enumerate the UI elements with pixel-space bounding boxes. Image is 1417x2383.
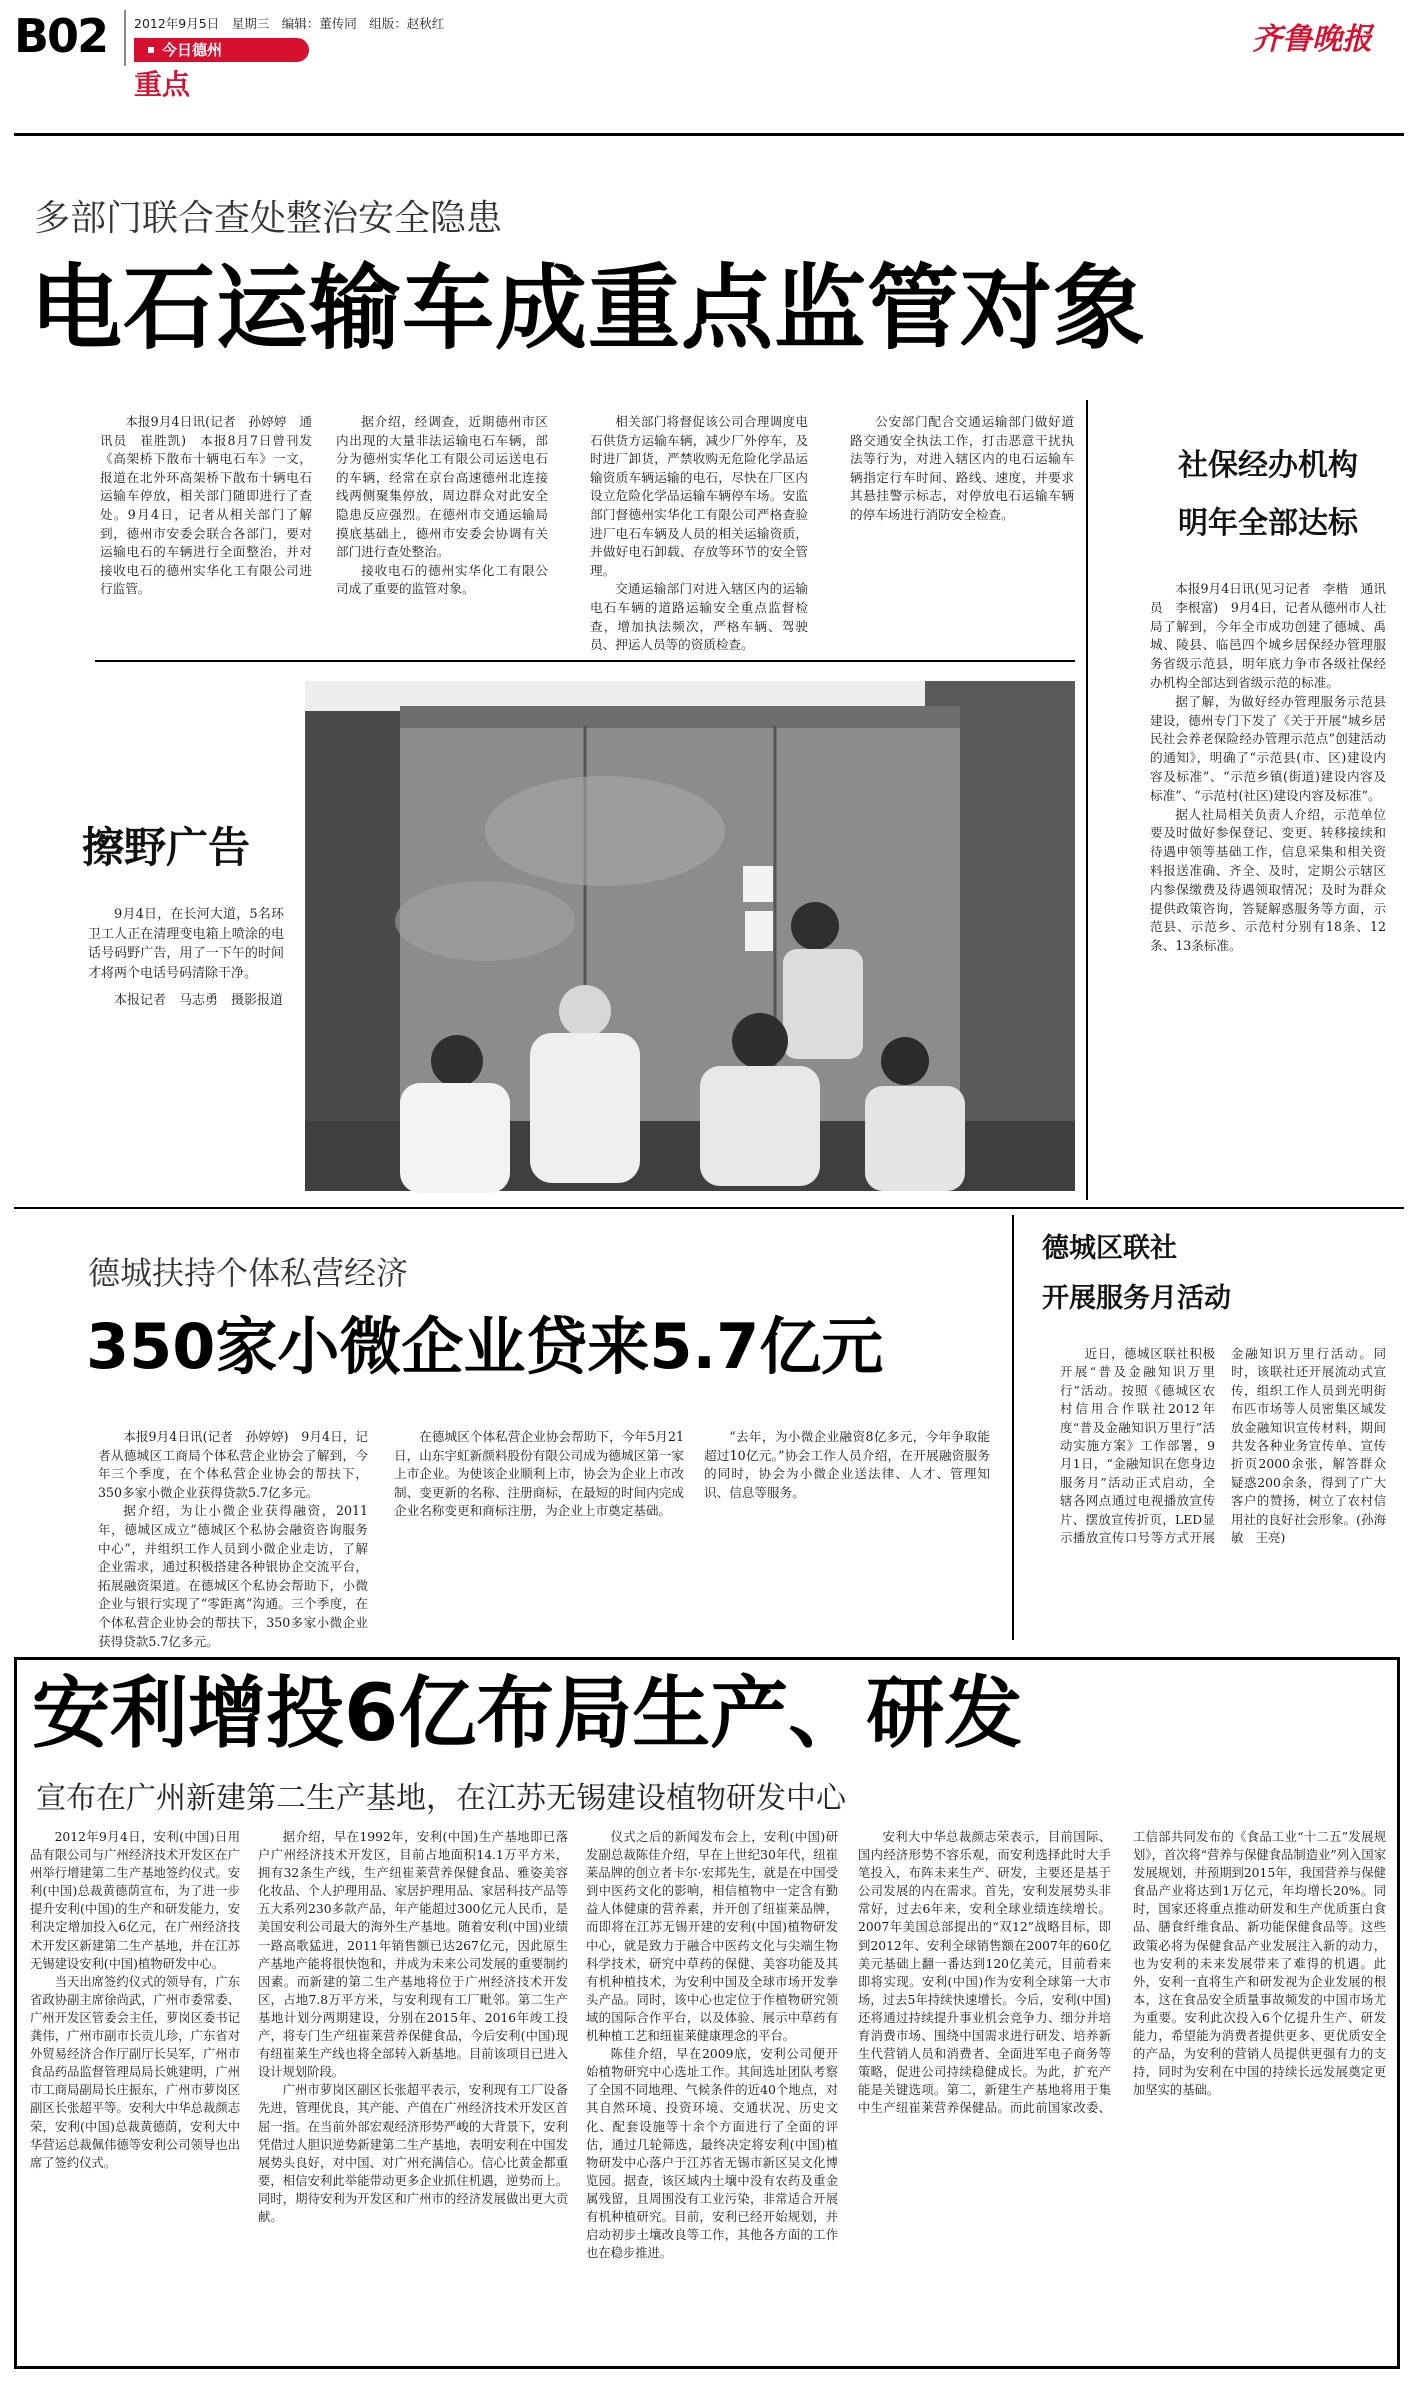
sidebar1-title-2: 明年全部达标 <box>1178 506 1358 541</box>
story1-para: 本报9月4日讯(记者 孙婷婷 通讯员 崔胜凯) 本报8月7日曾刊发《高架桥下散布十辆电石车》一文，报道在北外环高架桥下散布十辆电石运输车停放，相关部门随即进行了查处。9月4日，记者从相关部门了解到，德州市安委会联合各部门，要对运输电石的车辆进行全面整治，并对接收电石的德州实华化工有限公司进行监管。 <box>100 414 312 597</box>
photo-caption: 9月4日，在长河大道，5名环卫工人正在清理变电箱上喷涂的电话号码野广告，用了一下午的时间才将两个电话号码清除干净。 <box>88 907 284 981</box>
news-photo <box>305 681 1075 1191</box>
story1-para: 接收电石的德州实华化工有限公司成了重要的监管对象。 <box>336 562 548 597</box>
story1-headline: 电石运输车成重点监管对象 <box>30 255 1147 362</box>
story2-headline: 350家小微企业贷来5.7亿元 <box>86 1310 884 1383</box>
sidebar2-para: 近日，德城区联社积极开展“普及金融知识万里行”活动。按照《德城区农村信用合作联社2012年度“普及金融知识万里行”活动实施方案》工作部署，9月1日，“金融知识在您身边服务月”活动正式启动，全辖各网点通过电视播放宣传片、摆放宣传折页，LED显示播放宣传口号等方式开展金融知识万里行活动。同时，该联社还开展流动式宣传，组织工作人员到光明街布匹市场等人员密集区域发放金融知识宣传材料，期间共发各种业务宣传单、宣传折页2000余张，解答群众疑惑200余条，得到了广大客户的赞扬，树立了农村信用社的良好社会形象。(孙海敏 王亮) <box>1060 1346 1386 1546</box>
story2-para: 在德城区个体私营企业协会帮助下，今年5月21日，山东宇虹新颜料股份有限公司成为德城区第一家上市企业。为使该企业顺利上市，协会为企业上市改制、变更新的名称、注册商标，在最短的时间内完成企业名称变更和商标注册，为企业上市奠定基础。 <box>394 1429 684 1519</box>
sidebar1-vertical-rule <box>1086 400 1088 1200</box>
photo-title: 擦野广告 <box>82 823 251 872</box>
story3-para: 陈佳介绍，早在2009底，安利公司便开始植物研究中心选址工作。其间选址团队考察了全国不同地理、气候条件的近40个地点，对其自然环境、投资环境、交通状况、历史文化、配套设施等十余个方面进行了全面的评估，通过几轮筛选，最终决定将安利(中国)植物研发中心落户于江苏省无锡市新区吴文化博览园。据查，该区域内土壤中没有农药及重金属残留，且周围没有工业污染，非常适合开展有机种植研究。目前，安利已经开始规划，并启动初步土壤改良等工作，其他各方面的工作也在稳步推进。 <box>586 2047 838 2261</box>
story1-col-2 <box>336 413 548 648</box>
sidebar2-title-1: 德城区联社 <box>1042 1233 1177 1264</box>
sidebar1-title-1: 社保经办机构 <box>1178 448 1358 483</box>
story3-subhead: 宣布在广州新建第二生产基地，在江苏无锡建设植物研发中心 <box>36 1781 846 1816</box>
sidebar1-para: 据人社局相关负责人介绍，示范单位要及时做好参保登记、变更、转移接续和待遇申领等基础工作，信息采集和相关资料报送准确、齐全、及时，定期公示辖区内参保缴费及待遇领取情况；及时为群众提供政策咨询，答疑解惑服务等方面，示范县、示范乡、示范村分别有18条、12条、13条标准。 <box>1150 806 1386 954</box>
story2-col-1 <box>98 1428 368 1649</box>
sidebar1-body <box>1150 580 1386 1210</box>
story1-col-3 <box>590 413 808 653</box>
story3-para: 2012年9月4日，安利(中国)日用品有限公司与广州经济技术开发区在广州举行增建第二生产基地签约仪式。安利(中国)总裁黄德荫宣布，为了进一步提升安利(中国)的生产和研发能力，安利决定增加投入6亿元，在广州经济技术开发区新建第二生产基地，并在江苏无锡建设安利(中国)植物研发中心。 <box>30 1830 240 1971</box>
story1-col-4 <box>850 413 1074 648</box>
masthead-meta: 2012年9月5日 星期三 编辑：董传同 组版：赵秋红 <box>134 16 445 31</box>
bullet-icon <box>148 47 154 53</box>
mid-rule-1 <box>14 1207 1404 1209</box>
photo-credit: 本报记者 马志勇 摄影报道 <box>114 993 284 1008</box>
news-photo-image <box>305 681 1075 1191</box>
story1-col-1 <box>100 413 312 648</box>
sidebar2-vertical-rule <box>1012 1215 1014 1640</box>
story3-col-1 <box>30 1828 240 2363</box>
sidebar1-para: 据了解，为做好经办管理服务示范县建设，德州专门下发了《关于开展“城乡居民社会养老保险经办管理示范点”创建活动的通知》，明确了“示范县(市、区)建设内容及标准”、“示范乡镇(街道)建设内容及标准”、“示范村(社区)建设内容及标准”。 <box>1150 693 1386 803</box>
story3-col-4 <box>858 1828 1386 2363</box>
story2-kicker: 德城扶持个体私营经济 <box>88 1254 409 1292</box>
story3-para: 安利大中华总裁颜志荣表示，目前国际、国内经济形势不容乐观，而安利选择此时大手笔投入，布阵未来生产、研发，主要还是基于公司发展的内在需求。首先，安利发展势头非常好，过去6年来，安利全球业绩连续增长。2007年美国总部提出的“双12”战略目标，即到2012年、安利全球销售额在2007年的60亿美元基础上翻一番达到120亿美元，目前看来即将实现。安利(中国)作为安利全球第一大市场，过去5年持续快速增长。今后，安利(中国)还将通过持续提升事业机会竞争力、细分并培育消费市场、围绕中国需求进行研发、培养新生代营销人员和消费者、全面进军电子商务等策略，促进公司持续稳健成长。为此，扩充产能是关键选项。第二，新建生产基地将用于集中生产纽崔莱营养保健品。而此前国家改委、工信部共同发布的《食品工业“十二五”发展规划》，首次将“营养与保健食品制造业”列入国家发展规划，并预期到2015年，我国营养与保健食品产业将达到1万亿元，年均增长20%。同时，国家还将重点推动研发和生产优质蛋白食品、膳食纤维食品、新功能保健食品等。这些政策必将为保健食品产业发展注入新的动力，也为安利的未来发展带来了难得的机遇。此外，安利一直将生产和研发视为企业发展的根本，这在食品安全质量事故频发的中国市场尤为重要。安利此次投入6个亿提升生产、研发能力，希望能为消费者提供更多、更优质安全的产品，为安利的营销人员提供更强有力的支持，同时为安利在中国的持续长远发展奠定更加坚实的基础。 <box>858 1830 1386 2116</box>
story3-col-3 <box>586 1828 838 2363</box>
story2-para: 本报9月4日讯(记者 孙婷婷) 9月4日，记者从德城区工商局个体私营企业协会了解到，今年三个季度，在个体私营企业协会的帮扶下，350多家小微企业获得贷款5.7亿多元。 <box>98 1429 368 1500</box>
photo-caption-block <box>88 905 284 1085</box>
story1-para: 据介绍，经调查，近期德州市区内出现的大量非法运输电石车辆，部分为德州实华化工有限公司运送电石的车辆，经常在京台高速德州北连接线两侧聚集停放，周边群众对此安全隐患反应强烈。在德州市交通运输局摸底基础上，德州市安委会协调有关部门进行查处整治。 <box>336 414 548 560</box>
story3-para: 仪式之后的新闻发布会上，安利(中国)研发副总裁陈佳介绍，早在上世纪30年代，纽崔莱品牌的创立者卡尔·宏邦先生，就是在中国受到中医药文化的影响，相信植物中一定含有勤益人体健康的营养素，并开创了纽崔莱品牌，而即将在江苏无锡开建的安利(中国)植物研发中心，就是致力于融合中医药文化与尖端生物科学技术，研究中草药的保健、美容功能及其有机种植技术，为安利中国及全球市场开发拳头产品。同时，该中心也定位于作植物研究领域的国际合作平台，以及体验、展示中草药有机种植工艺和纽崔莱健康理念的平台。 <box>586 1830 838 2044</box>
story3-para: 当天出席签约仪式的领导有，广东省政协副主席徐尚武，广州市委常委、广州开发区管委会主任，萝岗区委书记龚伟，广州市副市长贡儿珍，广东省对外贸易经济合作厅副厅长吴军，广州市食品药品监督管理局局长姚建明，广州市工商局副局长庄振东，广州市萝岗区副区长张超平等。安利大中华总裁颜志荣，安利(中国)总裁黄德荫，安利大中华营运总裁佩伟德等安利公司领导也出席了签约仪式。 <box>30 1974 240 2170</box>
sidebar2-title-2: 开展服务月活动 <box>1042 1283 1231 1314</box>
top-rule <box>14 133 1404 136</box>
story1-para: 相关部门将督促该公司合理调度电石供货方运输车辆，减少厂外停车，及时进厂卸货，严禁收购无危险化学品运输资质车辆运输的电石，尽快在厂区内设立危险化学品运输车辆停车场。安监部门督德州实华化工有限公司严格查验进厂电石车辆及人员的相关运输资质，并做好电石卸载、存放等环节的安全管理。 <box>590 414 808 578</box>
story3-headline: 安利增投6亿布局生产、研发 <box>32 1669 1023 1759</box>
story2-para: “去年，为小微企业融资8亿多元，今年争取能超过10亿元。”协会工作人员介绍，在开展融资服务的同时，协会为小微企业送法律、人才、管理知识、信息等服务。 <box>704 1429 990 1500</box>
story2-col-3 <box>704 1428 990 1638</box>
story3-col-2 <box>258 1828 568 2363</box>
story1-para: 交通运输部门对进入辖区内的运输电石车辆的道路运输安全重点监督检查，增加执法频次，严格车辆、驾驶员、押运人员等的资质检查。 <box>590 581 808 653</box>
story3-para: 广州市萝岗区副区长张超平表示，安利现有工厂设备先进，管理优良，其产能、产值在广州经济技术开发区首屈一指。在当前外部宏观经济形势严峻的大背景下，安利凭借过人胆识逆势新建第二生产基地，表明安利在中国发展势头良好，对中国、对广州充满信心。信心比黄金都重要，相信安利此举能带动更多企业抓住机遇，逆势而上。同时，期待安利为开发区和广州市的经济发展做出更大贡献。 <box>258 2083 568 2224</box>
section-tag-label: 今日德州 <box>162 41 223 59</box>
story1-para: 公安部门配合交通运输部门做好道路交通安全执法工作，打击恶意干扰执法等行为，对进入辖区内的电石运输车辆指定行车时间、路线、速度，并要求其悬挂警示标志，对停放电石运输车辆的停车场进行消防安全检查。 <box>850 414 1074 522</box>
story1-bottom-rule <box>95 660 1075 662</box>
story1-kicker: 多部门联合查处整治安全隐患 <box>34 198 503 239</box>
sidebar2-body <box>1060 1345 1386 1635</box>
masthead-divider <box>124 10 126 66</box>
section-tag <box>134 38 309 62</box>
page-code: B02 <box>14 9 108 63</box>
story2-para: 据介绍，为让小微企业获得融资，2011年，德城区成立“德城区个私协会融资咨询服务中心”，并组织工作人员到小微企业走访，了解企业需求，通过积极搭建各种银协企交流平台，拓展融资渠道。在德城区个私协会帮助下，小微企业与银行实现了“零距离”沟通。三个季度，在个体私营企业协会的帮扶下，350多家小微企业获得贷款5.7亿多元。 <box>98 1503 368 1649</box>
story3-para: 据介绍，早在1992年，安利(中国)生产基地即已落户广州经济技术开发区，目前占地面积14.1万平方米，拥有32条生产线，生产纽崔莱营养保健食品、雅姿美容化妆品、个人护理用品、家居护理用品、家居科技产品等五大系列230多款产品，年产能超过300亿元人民币，是美国安利公司最大的海外生产基地。随着安利(中国)业绩一路高歌猛进，2011年销售额已达267亿元，因此原生产基地产能将很快饱和，并成为未来公司发展的重要制约因素。而新建的第二生产基地将位于广州经济技术开发区，占地7.8万平方米，与安利现有工厂毗邻。第二生产基地计划分两期建设，分别在2015年、2016年竣工投产，将专门生产纽崔莱营养保健食品，今后安利(中国)现有纽崔莱生产线也将全部转入新基地。目前该项目已进入设计规划阶段。 <box>258 1830 568 2080</box>
column-title: 重点 <box>134 68 191 101</box>
sidebar1-para: 本报9月4日讯(见习记者 李楷 通讯员 李根富) 9月4日，记者从德州市人社局了解到，今年全市成功创建了德城、禹城、陵县、临邑四个城乡居保经办管理服务省级示范县，明年底力争市各级社保经办机构全部达到省级示范的标准。 <box>1150 581 1386 690</box>
story2-col-2 <box>394 1428 684 1638</box>
paper-logo: 齐鲁晚报 <box>1252 22 1372 57</box>
